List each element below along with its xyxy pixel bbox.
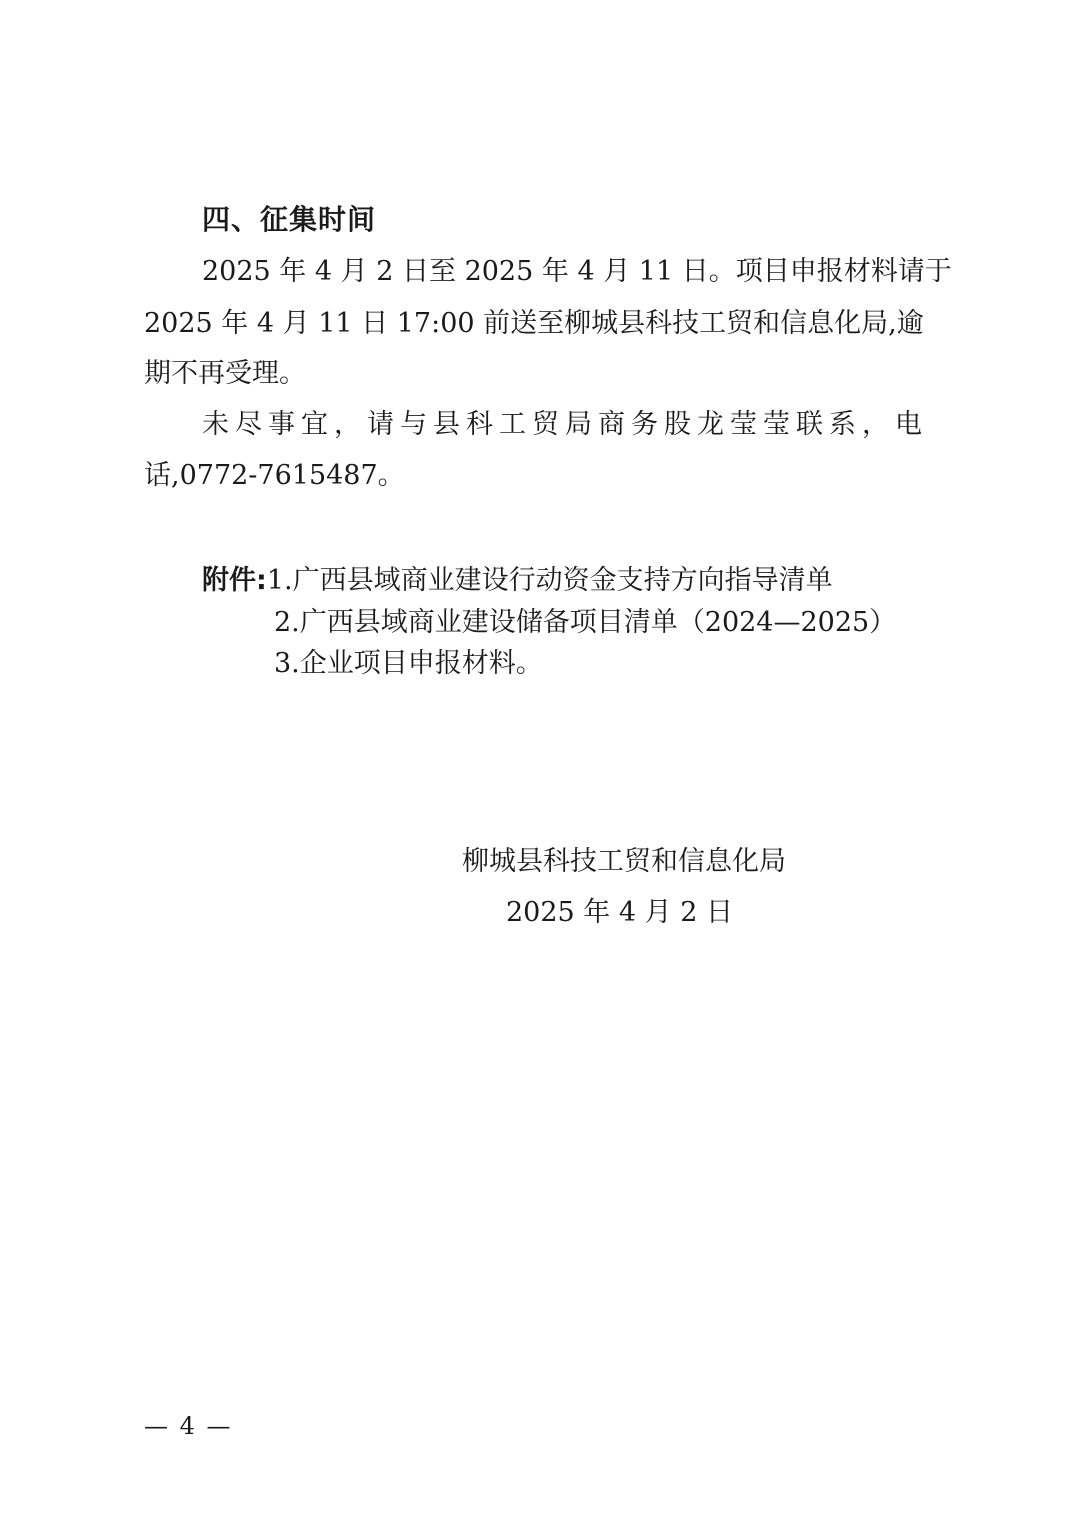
paragraph-1-line-1-text: 2025 年 4 月 2 日至 2025 年 4 月 11 日。项目申报材料请于 xyxy=(202,256,952,287)
paragraph-1-line-1 xyxy=(202,252,952,292)
paragraph-2-line-1: 未尽事宜，请与县科工贸局商务股龙莹莹联系，电 xyxy=(202,409,928,440)
signature-organization: 柳城县科技工贸和信息化局 xyxy=(462,846,786,877)
page-number: — 4 — xyxy=(144,1412,233,1440)
signature-date: 2025 年 4 月 2 日 xyxy=(506,897,733,928)
attachment-item-3: 3.企业项目申报材料。 xyxy=(274,648,543,679)
attachments-label: 附件: xyxy=(202,565,267,596)
paragraph-2-line-2: 话,0772-7615487。 xyxy=(144,460,405,491)
paragraph-1-line-2 xyxy=(144,304,940,344)
paragraph-1-line-2-text: 2025 年 4 月 11 日 17:00 前送至柳城县科技工贸和信息化局,逾 xyxy=(144,308,924,339)
section-heading: 四、征集时间 xyxy=(202,203,377,236)
attachment-item-1: 1.广西县域商业建设行动资金支持方向指导清单 xyxy=(266,565,833,596)
attachment-item-2: 2.广西县域商业建设储备项目清单（2024—2025） xyxy=(274,607,897,638)
paragraph-1-line-3: 期不再受理。 xyxy=(144,358,306,389)
attachment-line-1 xyxy=(202,561,833,601)
